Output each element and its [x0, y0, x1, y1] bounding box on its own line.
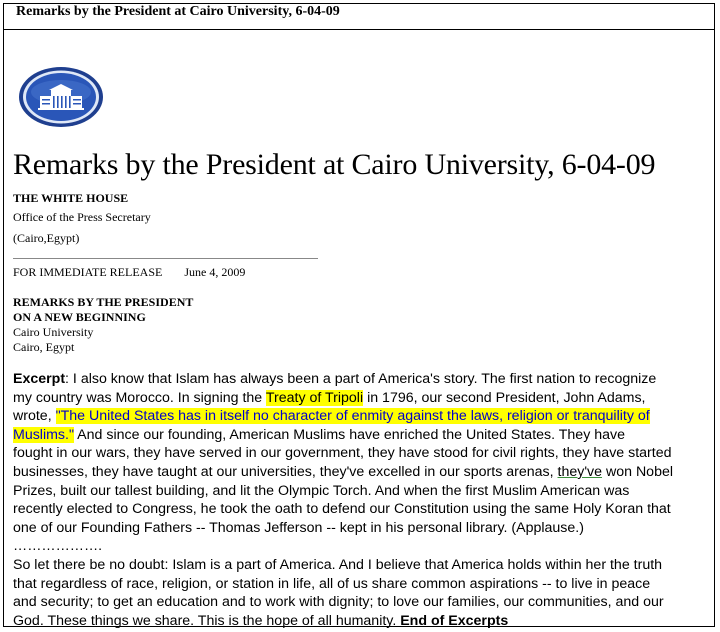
remarks-heading-2: ON A NEW BEGINNING [13, 310, 146, 324]
header-title: Remarks by the President at Cairo University, 6-04-09 [16, 4, 340, 19]
release-line [13, 265, 245, 280]
excerpt-paragraph-1 [13, 370, 713, 556]
text-segment: : I also know that Islam has always been a part of America's story. The first nation to recognize [65, 371, 657, 387]
office-name: Office of the Press Secretary [13, 210, 151, 224]
text-line: one of our Founding Fathers -- Thomas Jefferson -- kept in his personal library. (Applause.) [13, 519, 584, 536]
text-line [13, 370, 713, 389]
text-line [13, 389, 713, 408]
text-segment: my country was Morocco. In signing the [13, 389, 266, 406]
highlight-quote-end: Muslims." [13, 426, 74, 443]
text-segment: won Nobel [602, 463, 674, 480]
text-line [13, 426, 713, 445]
text-line: So let there be no doubt: Islam is a part of America. And I believe that America holds within her the truth [13, 557, 663, 573]
document-title: Remarks by the President at Cairo University, 6-04-09 [13, 148, 656, 181]
text-segment: wrote, [13, 408, 56, 425]
header-divider [3, 29, 715, 30]
text-segment: businesses, they have taught at our universities, they've excelled in our sports arenas, [13, 463, 558, 480]
section-divider [13, 258, 318, 259]
end-of-excerpts: End of Excerpts [400, 612, 509, 629]
grammar-underlined-word: they've [557, 463, 603, 480]
text-line: Prizes, built our tallest building, and lit the Olympic Torch. And when the first Muslim American was [13, 482, 630, 499]
text-line: fought in our wars, they have served in our government, they have stood for civil rights, they have started [13, 445, 672, 462]
text-line [13, 407, 713, 426]
excerpt-paragraph-2 [13, 556, 713, 630]
text-line [13, 463, 713, 482]
venue-label: Cairo University [13, 325, 94, 339]
text-line: and security; to get an education and to work with dignity; to love our families, our communities, and our [13, 594, 664, 611]
text-line [13, 612, 713, 631]
text-segment: And since our founding, American Muslims have enriched the United States. They have [74, 426, 625, 443]
org-name: THE WHITE HOUSE [13, 191, 129, 205]
text-line: recently elected to Congress, he took the oath to defend our Constitution using the same Holy Koran that [13, 501, 671, 518]
highlight-treaty: Treaty of Tripoli [265, 389, 364, 406]
excerpt-label: Excerpt [13, 371, 66, 387]
ellipsis-line: ………………. [13, 538, 103, 555]
text-segment: God. These things we share. This is the hope of all humanity. [13, 612, 401, 629]
text-line: that regardless of race, religion, or station in life, all of us share common aspirations -- to live in peace [13, 575, 651, 592]
text-segment: in 1796, our second President, John Adams, [363, 389, 646, 406]
white-house-seal-icon [18, 66, 104, 133]
remarks-heading-1: REMARKS BY THE PRESIDENT [13, 295, 194, 309]
release-label: FOR IMMEDIATE RELEASE [13, 265, 163, 279]
highlight-quote: "The United States has in itself no character of enmity against the laws, religion or tranquility of [55, 408, 650, 425]
release-date: June 4, 2009 [184, 265, 246, 279]
city-label: Cairo, Egypt [13, 340, 75, 354]
location-label: (Cairo,Egypt) [13, 231, 80, 245]
